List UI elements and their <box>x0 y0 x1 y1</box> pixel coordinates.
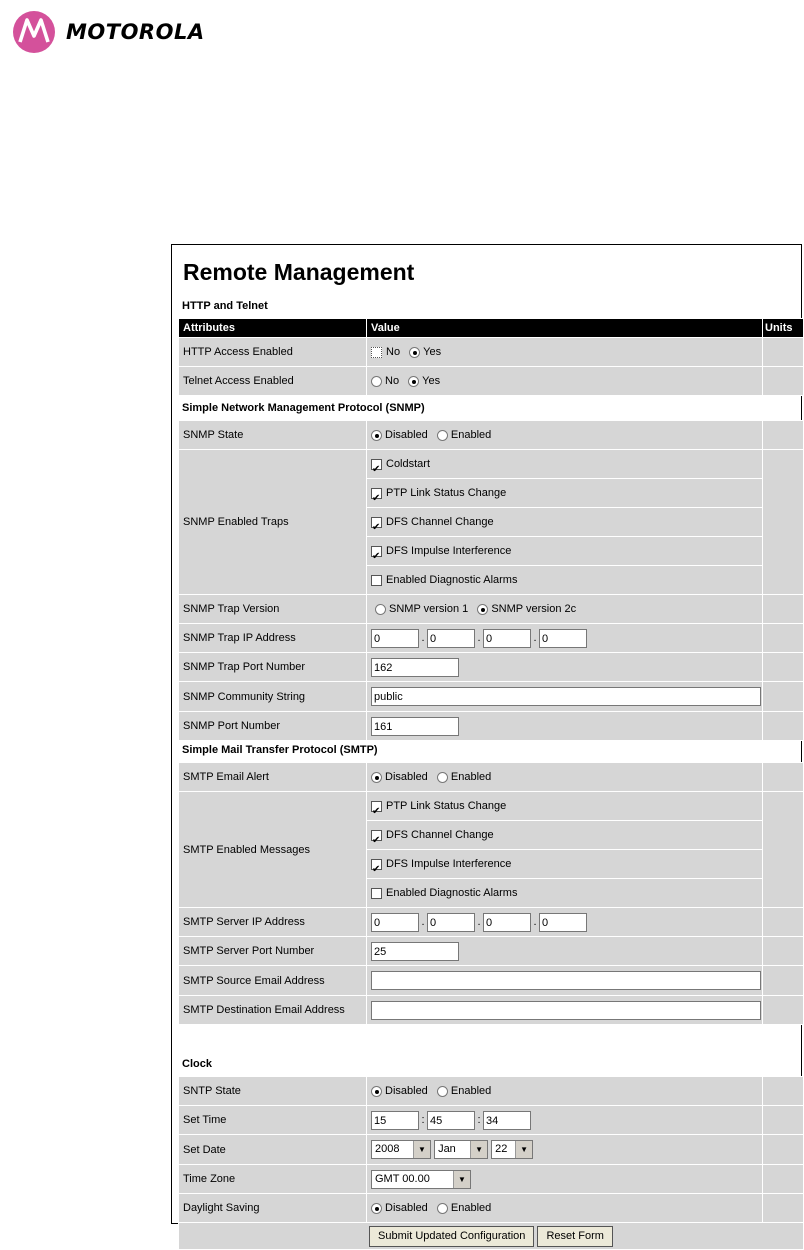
row-smtp-alert <box>179 763 804 792</box>
value-snmp-traps <box>367 450 763 595</box>
label-community-string: SNMP Community String <box>179 682 367 712</box>
checkbox-trap-dfs-impulse[interactable] <box>371 546 382 557</box>
row-snmp-port <box>179 712 804 741</box>
row-telnet-access <box>179 367 804 396</box>
community-string-input[interactable]: public <box>371 687 761 706</box>
value-trap-ip <box>367 624 763 653</box>
row-smtp-source <box>179 966 804 996</box>
radio-dst-enabled-label: Enabled <box>450 1202 492 1215</box>
msg-item-diagnostic <box>367 879 762 907</box>
radio-telnet-yes[interactable] <box>408 376 419 387</box>
chevron-down-icon: ▼ <box>515 1141 532 1158</box>
units-cell <box>763 450 804 595</box>
checkbox-trap-link-status[interactable] <box>371 488 382 499</box>
radio-telnet-no-label: No <box>385 375 400 388</box>
label-http-access: HTTP Access Enabled <box>179 338 367 367</box>
day-select-value: 22 <box>495 1143 508 1155</box>
radio-snmp-v1-label: SNMP version 1 <box>389 603 469 616</box>
units-cell <box>763 937 804 966</box>
value-trap-version <box>367 595 763 624</box>
label-trap-port: SNMP Trap Port Number <box>179 653 367 682</box>
radio-smtp-enabled-label: Enabled <box>450 771 492 784</box>
units-cell <box>763 996 804 1025</box>
trap-ip-octet-1[interactable]: 0 <box>371 629 419 648</box>
header-attributes: Attributes <box>179 319 367 338</box>
radio-smtp-enabled[interactable] <box>437 772 448 783</box>
smtp-ip-octet-3[interactable]: 0 <box>483 913 531 932</box>
units-cell <box>763 1135 804 1165</box>
units-cell <box>763 421 804 450</box>
day-select[interactable] <box>491 1140 533 1159</box>
trap-ip-octet-2[interactable]: 0 <box>427 629 475 648</box>
ip-dot: . <box>421 632 425 644</box>
checkbox-trap-dfs-impulse-label: DFS Impulse Interference <box>386 545 512 558</box>
row-snmp-state <box>179 421 804 450</box>
value-daylight-saving <box>367 1194 763 1223</box>
value-smtp-server-ip <box>367 908 763 937</box>
value-time-zone <box>367 1165 763 1194</box>
ip-dot: . <box>477 632 481 644</box>
trap-port-input[interactable]: 162 <box>371 658 459 677</box>
row-set-time <box>179 1106 804 1135</box>
units-cell <box>763 1194 804 1223</box>
radio-snmp-v1[interactable] <box>375 604 386 615</box>
checkbox-coldstart-label: Coldstart <box>386 458 431 471</box>
checkbox-trap-dfs-channel[interactable] <box>371 517 382 528</box>
checkbox-msg-diagnostic[interactable] <box>371 888 382 899</box>
timezone-select-value: GMT 00.00 <box>375 1172 430 1185</box>
label-daylight-saving: Daylight Saving <box>179 1194 367 1223</box>
label-smtp-alert: SMTP Email Alert <box>179 763 367 792</box>
value-sntp-state <box>367 1077 763 1106</box>
value-smtp-destination <box>367 996 763 1025</box>
label-trap-ip: SNMP Trap IP Address <box>179 624 367 653</box>
http-table <box>178 318 804 396</box>
trap-item-dfs-impulse <box>367 537 762 566</box>
value-set-date <box>367 1135 763 1165</box>
row-time-zone <box>179 1165 804 1194</box>
units-cell <box>763 792 804 908</box>
motorola-batwing-icon <box>12 10 56 54</box>
form-buttons-cell <box>179 1223 804 1250</box>
row-smtp-destination <box>179 996 804 1025</box>
ip-dot: . <box>477 916 481 928</box>
trap-item-coldstart <box>367 450 762 479</box>
value-smtp-alert <box>367 763 763 792</box>
timezone-select[interactable] <box>371 1170 471 1189</box>
checkbox-msg-dfs-channel-label: DFS Channel Change <box>386 829 494 842</box>
radio-smtp-disabled-label: Disabled <box>385 771 428 784</box>
ip-dot: . <box>533 632 537 644</box>
row-sntp-state <box>179 1077 804 1106</box>
checkbox-msg-diagnostic-label: Enabled Diagnostic Alarms <box>386 887 518 900</box>
label-smtp-server-ip: SMTP Server IP Address <box>179 908 367 937</box>
row-trap-version <box>179 595 804 624</box>
time-hour-input[interactable]: 15 <box>371 1111 419 1130</box>
value-community-string <box>367 682 763 712</box>
chevron-down-icon: ▼ <box>413 1141 430 1158</box>
smtp-table <box>178 762 804 1025</box>
label-trap-version: SNMP Trap Version <box>179 595 367 624</box>
month-select-value: Jan <box>438 1143 456 1155</box>
label-time-zone: Time Zone <box>179 1165 367 1194</box>
label-snmp-traps: SNMP Enabled Traps <box>179 450 367 595</box>
smtp-ip-octet-2[interactable]: 0 <box>427 913 475 932</box>
chevron-down-icon: ▼ <box>470 1141 487 1158</box>
radio-sntp-enabled[interactable] <box>437 1086 448 1097</box>
units-cell <box>763 367 804 396</box>
smtp-ip-octet-4[interactable]: 0 <box>539 913 587 932</box>
smtp-ip-octet-1[interactable]: 0 <box>371 913 419 932</box>
checkbox-msg-link-status[interactable] <box>371 801 382 812</box>
section-smtp: Simple Mail Transfer Protocol (SMTP) <box>182 744 378 756</box>
units-cell <box>763 682 804 712</box>
row-trap-ip <box>179 624 804 653</box>
units-cell <box>763 624 804 653</box>
units-cell <box>763 763 804 792</box>
year-select[interactable] <box>371 1140 431 1159</box>
trap-item-link-status <box>367 479 762 508</box>
units-cell <box>763 338 804 367</box>
smtp-source-input[interactable] <box>371 971 761 990</box>
radio-http-yes[interactable] <box>409 347 420 358</box>
units-cell <box>763 595 804 624</box>
trap-ip-octet-3[interactable]: 0 <box>483 629 531 648</box>
time-second-input[interactable]: 34 <box>483 1111 531 1130</box>
radio-snmp-v2c-label: SNMP version 2c <box>491 603 577 616</box>
checkbox-msg-dfs-impulse-label: DFS Impulse Interference <box>386 858 512 871</box>
row-smtp-server-ip <box>179 908 804 937</box>
msg-item-dfs-impulse <box>367 850 762 879</box>
radio-sntp-disabled[interactable] <box>371 1086 382 1097</box>
label-telnet-access: Telnet Access Enabled <box>179 367 367 396</box>
row-set-date <box>179 1135 804 1165</box>
value-smtp-source <box>367 966 763 996</box>
radio-http-yes-label: Yes <box>423 346 442 359</box>
radio-snmp-enabled-label: Enabled <box>450 429 492 442</box>
checkbox-trap-diagnostic[interactable] <box>371 575 382 586</box>
units-cell <box>763 1077 804 1106</box>
radio-http-no[interactable] <box>371 347 382 358</box>
time-minute-input[interactable]: 45 <box>427 1111 475 1130</box>
label-smtp-destination: SMTP Destination Email Address <box>179 996 367 1025</box>
units-cell <box>763 908 804 937</box>
trap-item-dfs-channel <box>367 508 762 537</box>
smtp-port-input[interactable]: 25 <box>371 942 459 961</box>
radio-telnet-no[interactable] <box>371 376 382 387</box>
radio-smtp-disabled[interactable] <box>371 772 382 783</box>
clock-table <box>178 1076 804 1250</box>
radio-http-no-label: No <box>386 346 401 359</box>
snmp-port-input[interactable]: 161 <box>371 717 459 736</box>
radio-sntp-enabled-label: Enabled <box>450 1085 492 1098</box>
row-http-access <box>179 338 804 367</box>
trap-ip-octet-4[interactable]: 0 <box>539 629 587 648</box>
label-smtp-source: SMTP Source Email Address <box>179 966 367 996</box>
label-snmp-port: SNMP Port Number <box>179 712 367 741</box>
units-cell <box>763 1165 804 1194</box>
section-http-telnet: HTTP and Telnet <box>182 300 268 312</box>
month-select[interactable] <box>434 1140 488 1159</box>
table-header-row <box>179 319 804 338</box>
label-smtp-messages: SMTP Enabled Messages <box>179 792 367 908</box>
radio-dst-disabled-label: Disabled <box>385 1202 428 1215</box>
time-colon: : <box>477 1114 481 1126</box>
row-form-buttons <box>179 1223 804 1250</box>
radio-telnet-yes-label: Yes <box>422 375 441 388</box>
value-smtp-server-port <box>367 937 763 966</box>
units-cell <box>763 653 804 682</box>
value-smtp-messages <box>367 792 763 908</box>
value-snmp-state <box>367 421 763 450</box>
remote-management-panel <box>171 244 802 1242</box>
checkbox-coldstart[interactable] <box>371 459 382 470</box>
year-select-value: 2008 <box>375 1143 400 1155</box>
row-smtp-messages <box>179 792 804 908</box>
value-trap-port <box>367 653 763 682</box>
smtp-destination-input[interactable] <box>371 1001 761 1020</box>
value-http-access <box>367 338 763 367</box>
header-value: Value <box>367 319 763 338</box>
value-set-time <box>367 1106 763 1135</box>
reset-form-button[interactable]: Reset Form <box>537 1226 612 1247</box>
value-snmp-port <box>367 712 763 741</box>
checkbox-trap-dfs-channel-label: DFS Channel Change <box>386 516 494 529</box>
label-set-time: Set Time <box>179 1106 367 1135</box>
brand-name: MOTOROLA <box>66 20 205 44</box>
header-units: Units <box>763 319 804 338</box>
checkbox-trap-diagnostic-label: Enabled Diagnostic Alarms <box>386 574 518 587</box>
radio-dst-enabled[interactable] <box>437 1203 448 1214</box>
row-smtp-server-port <box>179 937 804 966</box>
time-colon: : <box>421 1114 425 1126</box>
radio-sntp-disabled-label: Disabled <box>385 1085 428 1098</box>
checkbox-msg-link-status-label: PTP Link Status Change <box>386 800 507 813</box>
row-snmp-traps <box>179 450 804 595</box>
snmp-table <box>178 420 804 741</box>
row-trap-port <box>179 653 804 682</box>
row-community-string <box>179 682 804 712</box>
checkbox-msg-dfs-impulse[interactable] <box>371 859 382 870</box>
radio-snmp-disabled[interactable] <box>371 430 382 441</box>
units-cell <box>763 712 804 741</box>
section-clock: Clock <box>182 1058 212 1070</box>
radio-snmp-disabled-label: Disabled <box>385 429 428 442</box>
label-set-date: Set Date <box>179 1135 367 1165</box>
checkbox-msg-dfs-channel[interactable] <box>371 830 382 841</box>
msg-item-link-status <box>367 792 762 821</box>
ip-dot: . <box>533 916 537 928</box>
row-daylight-saving <box>179 1194 804 1223</box>
label-smtp-server-port: SMTP Server Port Number <box>179 937 367 966</box>
units-cell <box>763 1106 804 1135</box>
section-snmp: Simple Network Management Protocol (SNMP) <box>182 402 425 414</box>
page-title: Remote Management <box>183 259 415 285</box>
trap-item-diagnostic <box>367 566 762 594</box>
label-sntp-state: SNTP State <box>179 1077 367 1106</box>
submit-configuration-button[interactable]: Submit Updated Configuration <box>369 1226 534 1247</box>
msg-item-dfs-channel <box>367 821 762 850</box>
radio-snmp-v2c[interactable] <box>477 604 488 615</box>
ip-dot: . <box>421 916 425 928</box>
label-snmp-state: SNMP State <box>179 421 367 450</box>
units-cell <box>763 966 804 996</box>
checkbox-trap-link-status-label: PTP Link Status Change <box>386 487 507 500</box>
radio-dst-disabled[interactable] <box>371 1203 382 1214</box>
value-telnet-access <box>367 367 763 396</box>
chevron-down-icon: ▼ <box>453 1171 470 1188</box>
motorola-logo <box>12 10 205 54</box>
radio-snmp-enabled[interactable] <box>437 430 448 441</box>
